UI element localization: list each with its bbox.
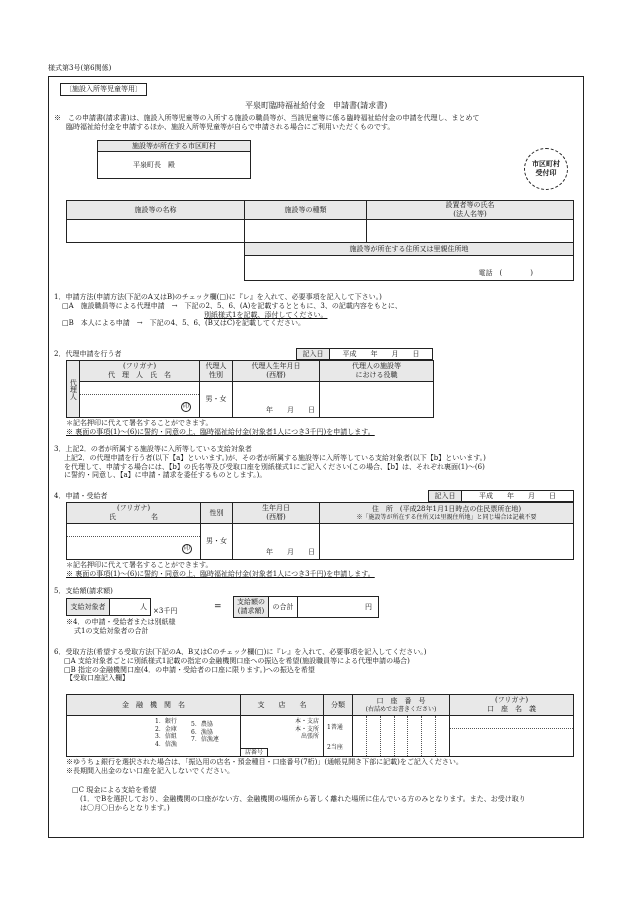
s2-sex-field[interactable]: 男・女	[199, 381, 233, 418]
facility-name-field[interactable]	[66, 219, 245, 243]
s4-dob-header: 生年月日 (西暦)	[232, 502, 320, 524]
facility-address-field[interactable]: 電話 ( )	[244, 255, 574, 281]
s5-target-label: 支給対象者	[66, 598, 110, 616]
section-3: 3．上記2．の者が所属する施設等に入所等している支給対象者 上記2．の代理申請を行う者(以下【a】といいます。)が、その者が所属する施設等に入所等している支給対象者(以下【b】といいます。) を代理して、申請する場合には、【b】の氏名等及び受取口座を別紙様式1にご記入ください(この場合、【b】は、それぞれ裏面(1)～(6) に誓約・同意し、【a】に申請・請求を委任するものとします。)。	[54, 445, 486, 480]
seal-mark: 印	[182, 403, 189, 410]
s2-dob-field[interactable]: 年 月 日	[232, 381, 320, 418]
form-number: 様式第3号(第6関係)	[48, 64, 112, 72]
facility-type-field[interactable]	[244, 219, 367, 243]
holder-field[interactable]	[449, 715, 574, 757]
s5-total-label: 支給額の (請求額)	[233, 596, 269, 618]
option-6c: □C 現金による支給を希望 (1．でBを選択しており、金融機関の口座がない方、金融機関の場所から著しく離れた場所に住んでいる方のみとなります。また、お受け取り は〇月〇日からとなります。)	[66, 786, 578, 812]
holder-header: (フリガナ) 口 座 名 義	[449, 694, 574, 716]
category-label: 〔施設入所等児童等用〕	[60, 83, 147, 96]
s4-notes: ＊記名押印に代えて署名することができます。 ※ 裏面の事項(1)～(6)に誓約・同意の上、臨時福祉給付金(対象者1人につき3千円)を申請します。	[66, 561, 375, 578]
s4-sex-header: 性別	[200, 502, 233, 524]
account-no-header: 口 座 番 号 (右詰めでお書きください)	[352, 694, 450, 716]
page-title: 平泉町臨時福祉給付金 申請書(請求書)	[245, 101, 388, 110]
section-2-heading: 2．代理申請を行う者	[54, 350, 122, 358]
branch-field[interactable]: 本・支店 本・支所 出張所 店番号	[240, 715, 324, 757]
municipality-field[interactable]: 平泉町長 殿	[97, 151, 251, 179]
facility-address-label: 施設等が所在する住所又は里親住所地	[244, 242, 574, 256]
s6-notes: ※ゆうちょ銀行を選択された場合は、「振込用の店名・預金種目・口座番号(7桁)」(通帳見開き下部に記載)をご記入ください。 ※長期間入出金のない口座を記入しないでください。	[66, 758, 463, 775]
option-6b-checkbox[interactable]: □B 指定の金融機関口座(4．の申請・受給者の口座に限ります。)への振込を希望	[64, 665, 315, 674]
municipality-label: 施設等が所在する市区町村	[97, 140, 251, 152]
s4-name-field[interactable]	[66, 523, 201, 560]
option-6c-checkbox[interactable]: □C 現金による支給を希望	[72, 786, 157, 794]
section-4-heading: 4．申請・受給者	[54, 492, 108, 500]
seal-mark: 印	[183, 545, 190, 552]
facility-type-label: 施設等の種類	[244, 200, 367, 220]
s4-date-label: 記入日	[428, 490, 462, 502]
s5-notes: ※4．の申請・受給者または別紙様 式1の支給対象者の合計	[66, 618, 176, 635]
s2-role-header: 代理人の施設等 における役職	[319, 360, 434, 382]
s5-target-field[interactable]: 人	[109, 598, 151, 616]
s4-address-field[interactable]	[319, 523, 574, 560]
reception-stamp: 市区町村受付印	[524, 148, 568, 190]
s2-notes: ＊記名押印に代えて署名することができます。 ※ 裏面の事項(1)～(6)に誓約・同意の上、臨時福祉給付金(対象者1人につき3千円)を申請します。	[66, 419, 375, 436]
s5-total-suffix: の合計	[268, 596, 298, 618]
s2-date-field[interactable]: 平成 年 月 日	[329, 348, 433, 360]
s4-name-header: (フリガナ) 氏 名	[66, 502, 201, 524]
facility-corp-field[interactable]	[366, 219, 574, 243]
option-6a-checkbox[interactable]: □A 支給対象者ごとに別紙様式1記載の指定の金融機関口座への振込を希望(施設職員等による代理申請の場合)	[64, 656, 410, 665]
option-b-checkbox[interactable]: □B 本人による申請 → 下記の4、5、6、(B又はC)を記載してください。	[62, 319, 305, 328]
s2-date-label: 記入日	[296, 348, 330, 360]
account-no-field[interactable]	[352, 715, 450, 757]
section-5-heading: 5．支給額(請求額)	[54, 587, 113, 595]
section-6: 6．受取方法(希望する受取方法(下記のA、B又はCのチェック欄(□)に『レ』を入れて、必要事項を記入してください。) □A 支給対象者ごとに別紙様式1記載の指定の金融機関口座への振込を希望(施設職員等による代理申請の場合) □B 指定の金融機関口座(4．の申請・受給者の口座に限ります。)への振込を希望 【受取口座記入欄】	[54, 648, 578, 683]
s4-date-field[interactable]: 平成 年 月 日	[461, 490, 574, 502]
branch-header: 支 店 名	[240, 694, 324, 716]
s2-sex-header: 代理人性別	[199, 360, 233, 382]
s4-dob-field[interactable]: 年 月 日	[232, 523, 320, 560]
section-1: 1．申請方法(申請方法(下記のA又はB)のチェック欄(□)に『レ』を入れて、必要事項を記入して下さい。) □A 施設職員等による代理申請 → 下記の2、5、6、(A)を記載するとともに、3、の記載内容をもとに、 別紙様式1を記載、添付してください。 □B 本人による申請 → 下記の4、5、6、(B又はC)を記載してください。	[54, 293, 402, 328]
s4-address-header: 住 所 (平成28年1月1日時点の住民票所在地) ※「施設等が所在する住所又は里親住所地」と同じ場合は記載不要	[319, 502, 574, 524]
s5-total-field[interactable]: 円	[297, 596, 379, 618]
kind-header: 分類	[323, 694, 353, 716]
bank-name-field[interactable]: 1．銀行 2．金庫 3．信組 4．信漁 5．農協 6．漁協 7．信漁連	[66, 715, 241, 757]
s2-name-field[interactable]	[79, 381, 200, 418]
option-a-checkbox[interactable]: □A 施設職員等による代理申請 → 下記の2、5、6、(A)を記載するとともに、3、の記載内容をもとに、	[62, 301, 402, 310]
s5-equals: =	[214, 602, 222, 612]
facility-name-label: 施設等の名称	[66, 200, 245, 220]
s2-side-label: 代理人	[66, 360, 80, 418]
s5-multiplier: ×3千円	[153, 607, 178, 615]
bank-name-header: 金 融 機 関 名	[66, 694, 241, 716]
s2-name-header: (フリガナ) 代 理 人 氏 名	[79, 360, 200, 382]
s2-dob-header: 代理人生年月日 (西暦)	[232, 360, 320, 382]
kind-field[interactable]: 1普通 2当座	[323, 715, 353, 757]
facility-corp-label: 設置者等の氏名 (法人名等)	[366, 200, 574, 220]
s4-sex-field[interactable]: 男・女	[200, 523, 233, 560]
intro: ※ この申請書(請求書)は、施設入所等児童等の入所する施設の職員等が、当該児童等に係る臨時福祉給付金の申請を代理し、まとめて 臨時福祉給付金を申請するほか、施設入所等児童等が自らで申請される場合にご利用いただくものです。	[54, 114, 480, 131]
s2-role-field[interactable]	[319, 381, 434, 418]
